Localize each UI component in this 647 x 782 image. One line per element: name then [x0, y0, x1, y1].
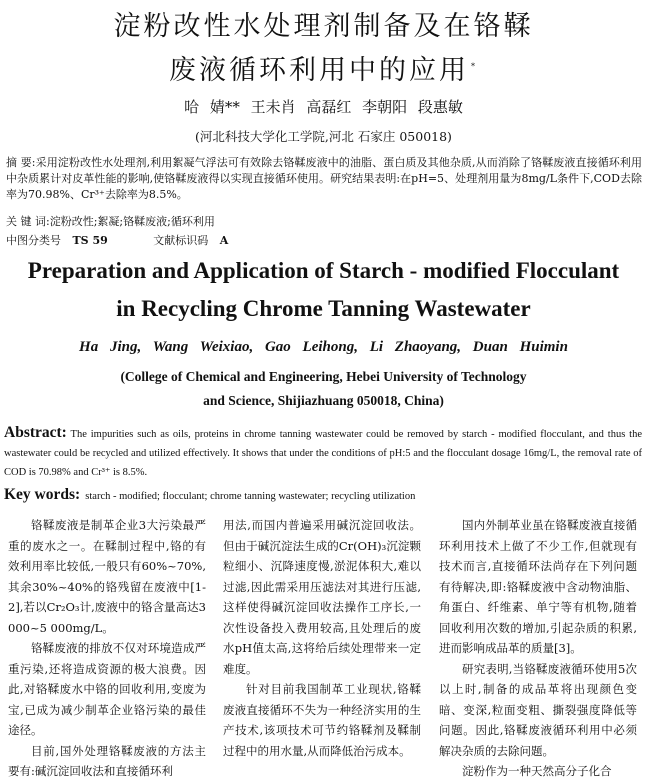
doc-code-label: 文献标识码	[153, 234, 209, 247]
en-authors: Ha Jing, Wang Weixiao, Gao Leihong, Li Zhaoyang, Duan Huimin	[79, 339, 568, 355]
clc-label: 中图分类号	[6, 234, 61, 247]
en-keywords-text: starch - modified; flocculant; chrome tanning wastewater; recycling utilization	[85, 491, 416, 502]
zh-title-line2	[0, 48, 647, 87]
body-paragraph: 铬鞣废液是制革企业3大污染最严重的废水之一。在鞣制过程中,铬的有效利用率比较低,一般只有60%~70%,其余30%~40%的铬残留在废液中[1-2],若以Cr₂O₃计,废液中的铬含量高达3 000~5 000mg/L。	[8, 518, 206, 635]
en-affiliation-line2: and Science, Shijiazhuang 050018, China)	[203, 393, 444, 408]
zh-keywords	[6, 213, 215, 229]
body-paragraph: 用法,而国内普遍采用碱沉淀回收法。但由于碱沉淀法生成的Cr(OH)₃沉淀颗粒细小、沉降速度慢,淤泥体积大,难以过滤,因此需采用压滤法对其进行压滤,这样使得碱沉淀回收法操作工序长,一次性设备投入费用较高,且处理后的废水pH值太高,这将给后续处理带来一定难度。	[223, 518, 421, 676]
zh-title-line1: 淀粉改性水处理剂制备及在铬鞣	[113, 11, 534, 42]
en-keywords-label: Key words:	[4, 486, 81, 503]
zh-abstract-label: 摘 要:	[6, 156, 36, 169]
zh-keywords-text: 淀粉改性;絮凝;铬鞣废液;循环利用	[49, 215, 215, 228]
doc-code-value: A	[219, 234, 229, 247]
en-abstract-label: Abstract:	[4, 424, 67, 441]
body-paragraph: 淀粉作为一种天然高分子化合	[462, 764, 612, 778]
zh-classification	[6, 232, 228, 248]
body-column-2	[223, 515, 421, 761]
en-affiliation-line1: (College of Chemical and Engineering, Hebei University of Technology	[120, 369, 527, 384]
en-title-line1: Preparation and Application of Starch - modified Flocculant	[27, 258, 620, 283]
body-paragraph: 铬鞣废液的排放不仅对环境造成严重污染,还将造成资源的极大浪费。因此,对铬鞣废水中铬的回收利用,变废为宝,已成为减少制革企业铬污染的最佳途径。	[8, 641, 206, 737]
clc-value: TS 59	[72, 234, 108, 247]
body-paragraph: 国内外制革业虽在铬鞣废液直接循环利用技术上做了不少工作,但就现有技术而言,直接循环法尚存在下列问题有待解决,即:铬鞣废液中含动物油脂、角蛋白、纤维素、单宁等有机物,随着回收利用次数的增加,引起杂质的积累,进而影响成品革的质量[3]。	[439, 518, 637, 655]
en-abstract-text: The impurities such as oils, proteins in chrome tanning wastewater could be removed by starch - modified flocculant, and thus the wastewater could be recycled and utilized effectively. It shows that under the conditions of pH:5 and the flocculant dosage 16mg/L, the removal rate of COD is 70.98% and Cr³⁺ is 8.5%.	[4, 429, 642, 478]
body-paragraph: 针对目前我国制革工业现状,铬鞣废液直接循环不失为一种经济实用的生产技术,该项技术可节约铬鞣剂及鞣制过程中的用水量,从而降低治污成本。	[223, 682, 421, 758]
zh-title-line2-text: 废液循环利用中的应用	[169, 55, 469, 86]
en-abstract	[4, 423, 642, 482]
en-title-line2: in Recycling Chrome Tanning Wastewater	[116, 296, 531, 321]
zh-abstract-text: 采用淀粉改性水处理剂,利用絮凝气浮法可有效除去铬鞣废液中的油脂、蛋白质及其他杂质,从而消除了铬鞣废液直接循环利用中杂质累计对皮革性能的影响,使铬鞣废液得以实现直接循环使用。研究结果表明:在pH=5、处理剂用量为8mg/L条件下,COD去除率为70.98%、Cr³⁺去除率为8.5%。	[6, 156, 642, 201]
body-column-1	[8, 515, 206, 782]
en-keywords	[4, 484, 415, 504]
zh-abstract	[6, 155, 642, 203]
zh-affiliation: (河北科技大学化工学院,河北 石家庄 050018)	[195, 129, 452, 144]
zh-authors: 哈 婧** 王未肖 高磊红 李朝阳 段惠敏	[184, 98, 463, 116]
body-paragraph: 研究表明,当铬鞣废液循环使用5次以上时,制备的成品革将出现颜色变暗、变深,粒面变粗、撕裂强度降低等问题。因此,铬鞣废液循环利用中必须解决杂质的去除问题。	[439, 661, 637, 758]
body-column-3	[439, 515, 637, 782]
title-footnote-mark: *	[471, 62, 478, 71]
body-paragraph: 目前,国外处理铬鞣废液的方法主要有:碱沉淀回收法和直接循环利	[8, 743, 206, 778]
zh-keywords-label: 关 键 词:	[6, 215, 50, 228]
